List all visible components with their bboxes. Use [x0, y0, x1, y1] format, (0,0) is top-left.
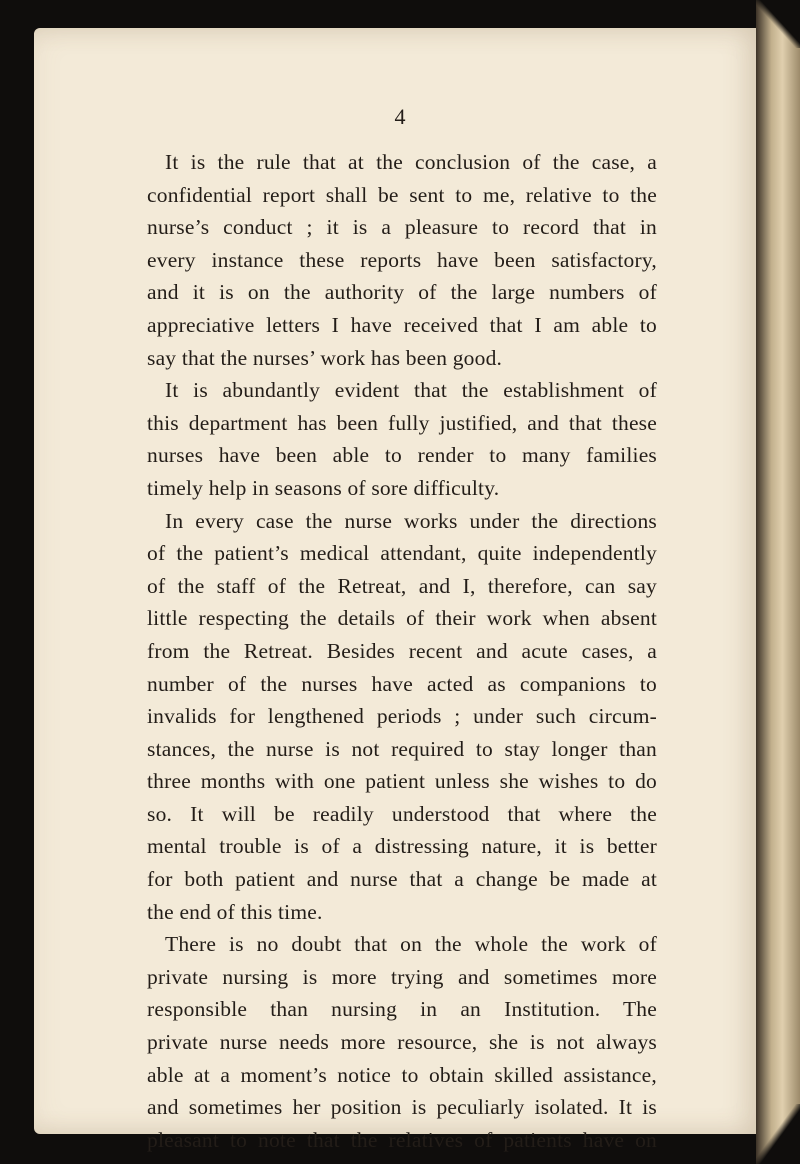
- text-line: private nursing is more trying and sometimes more: [147, 964, 657, 989]
- text-line: nurses have been able to render to many families: [147, 443, 657, 468]
- paragraph: [147, 505, 657, 929]
- text-line: stances, the nurse is not required to stay longer than: [147, 736, 657, 761]
- text-line: able at a moment’s notice to obtain skilled assistance,: [147, 1062, 657, 1087]
- text-line: the end of this time.: [147, 899, 323, 924]
- text-line: number of the nurses have acted as companions to: [147, 671, 657, 696]
- page-number: 4: [394, 104, 406, 129]
- text-line: It is the rule that at the conclusion of the case, a: [165, 150, 657, 174]
- text-line: In every case the nurse works under the directions: [165, 508, 657, 533]
- text-line: and it is on the authority of the large numbers of: [147, 280, 657, 305]
- book-edge: [756, 0, 800, 1164]
- paragraph: [147, 146, 657, 374]
- text-line: and sometimes her position is peculiarly isolated. It is: [147, 1095, 657, 1120]
- paragraph: [147, 928, 657, 1156]
- text-line: timely help in seasons of sore difficulty.: [147, 475, 500, 500]
- text-line: say that the nurses’ work has been good.: [147, 345, 503, 370]
- text-line: nurse’s conduct ; it is a pleasure to record that in: [147, 215, 657, 240]
- text-line: It is abundantly evident that the establishment of: [165, 378, 657, 403]
- text-line: responsible than nursing in an Institution. The: [147, 997, 657, 1022]
- paragraph: [147, 374, 657, 504]
- text-line: little respecting the details of their work when absent: [147, 606, 657, 631]
- text-line: of the staff of the Retreat, and I, therefore, can say: [147, 573, 657, 598]
- text-line: confidential report shall be sent to me, relative to the: [147, 182, 657, 207]
- text-line: so. It will be readily understood that where the: [147, 801, 657, 826]
- text-line: pleasant to note that the relatives of patients have on: [147, 1127, 657, 1152]
- body-text: [147, 146, 657, 1156]
- text-line: private nurse needs more resource, she is not always: [147, 1030, 657, 1055]
- text-line: appreciative letters I have received that I am able to: [147, 312, 657, 337]
- text-line: of the patient’s medical attendant, quite independently: [147, 541, 657, 566]
- text-line: mental trouble is of a distressing nature, it is better: [147, 834, 657, 859]
- text-line: three months with one patient unless she wishes to do: [147, 769, 657, 794]
- text-line: for both patient and nurse that a change be made at: [147, 867, 657, 892]
- text-line: There is no doubt that on the whole the work of: [165, 932, 657, 957]
- text-line: this department has been fully justified, and that these: [147, 410, 657, 435]
- text-line: invalids for lengthened periods ; under such circum-: [147, 704, 657, 729]
- text-line: every instance these reports have been satisfactory,: [147, 247, 657, 272]
- text-line: from the Retreat. Besides recent and acute cases, a: [147, 638, 657, 663]
